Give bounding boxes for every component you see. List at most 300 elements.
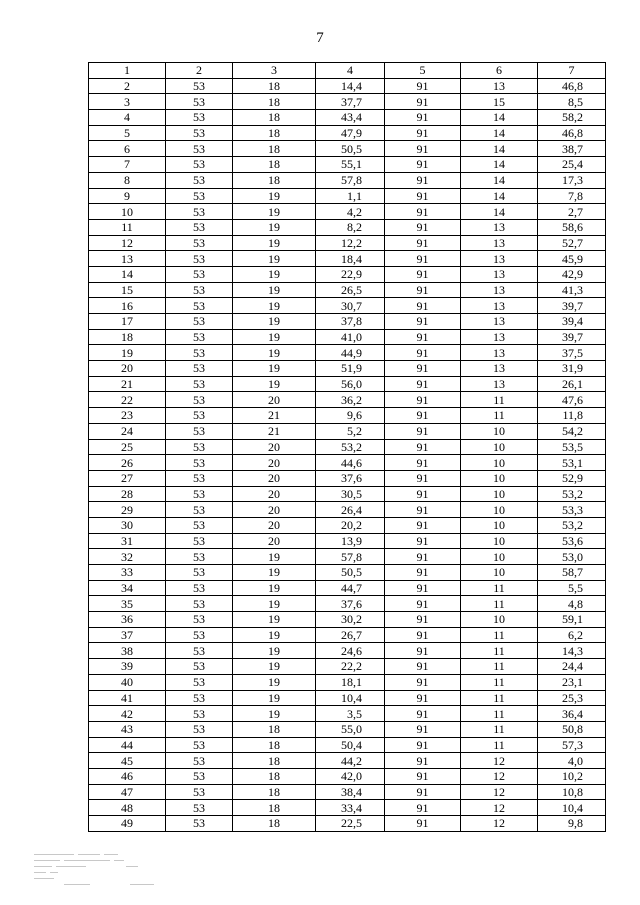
table-cell: 25 — [89, 439, 166, 455]
header-cell: 7 — [538, 63, 606, 79]
table-cell: 91 — [385, 314, 461, 330]
table-cell: 34 — [89, 580, 166, 596]
table-cell: 46 — [89, 768, 166, 784]
table-cell: 4,2 — [316, 204, 385, 220]
table-cell: 44,2 — [316, 753, 385, 769]
table-cell: 45,9 — [538, 251, 606, 267]
table-cell: 91 — [385, 690, 461, 706]
table-cell: 13 — [461, 235, 538, 251]
table-cell: 18,1 — [316, 674, 385, 690]
table-cell: 91 — [385, 517, 461, 533]
table-cell: 18 — [233, 78, 316, 94]
table-cell: 12 — [461, 816, 538, 832]
table-cell: 44,6 — [316, 455, 385, 471]
table-cell: 27 — [89, 470, 166, 486]
table-cell: 20 — [233, 517, 316, 533]
table-cell: 14,4 — [316, 78, 385, 94]
table-cell: 13 — [461, 282, 538, 298]
table-cell: 53 — [166, 706, 233, 722]
table-cell: 53 — [166, 659, 233, 675]
table-cell: 14 — [461, 141, 538, 157]
table-cell: 53 — [166, 674, 233, 690]
table-cell: 48 — [89, 800, 166, 816]
table-cell: 53 — [166, 643, 233, 659]
table-row — [89, 78, 606, 94]
table-cell: 43,4 — [316, 110, 385, 126]
table-cell: 91 — [385, 549, 461, 565]
table-cell: 52,7 — [538, 235, 606, 251]
table-cell: 53 — [166, 690, 233, 706]
table-cell: 91 — [385, 141, 461, 157]
table-cell: 19 — [233, 612, 316, 628]
table-cell: 13 — [461, 78, 538, 94]
table-cell: 11 — [461, 596, 538, 612]
table-cell: 91 — [385, 376, 461, 392]
table-cell: 20 — [89, 361, 166, 377]
table-cell: 11 — [461, 737, 538, 753]
table-cell: 53 — [166, 565, 233, 581]
table-cell: 91 — [385, 157, 461, 173]
table-cell: 46,8 — [538, 125, 606, 141]
table-cell: 53 — [166, 188, 233, 204]
table-cell: 10 — [461, 439, 538, 455]
table-cell: 17,3 — [538, 172, 606, 188]
table-row — [89, 392, 606, 408]
table-cell: 50,5 — [316, 141, 385, 157]
table-cell: 52,9 — [538, 470, 606, 486]
table-row — [89, 549, 606, 565]
coordinates-table — [88, 62, 606, 832]
table-cell: 44,9 — [316, 345, 385, 361]
table-cell: 56,0 — [316, 376, 385, 392]
table-cell: 33,4 — [316, 800, 385, 816]
table-cell: 11 — [461, 408, 538, 424]
table-cell: 14 — [89, 266, 166, 282]
table-cell: 53 — [166, 721, 233, 737]
table-row — [89, 125, 606, 141]
table-cell: 20,2 — [316, 517, 385, 533]
table-cell: 53 — [166, 768, 233, 784]
table-cell: 19 — [233, 361, 316, 377]
table-cell: 2 — [89, 78, 166, 94]
table-cell: 53,2 — [538, 486, 606, 502]
table-cell: 44 — [89, 737, 166, 753]
table-cell: 53 — [166, 361, 233, 377]
table-cell: 37,7 — [316, 94, 385, 110]
table-row — [89, 596, 606, 612]
table-row — [89, 376, 606, 392]
header-cell: 3 — [233, 63, 316, 79]
table-cell: 4,8 — [538, 596, 606, 612]
table-cell: 50,4 — [316, 737, 385, 753]
table-cell: 37,6 — [316, 596, 385, 612]
table-cell: 18 — [233, 768, 316, 784]
header-cell: 2 — [166, 63, 233, 79]
table-cell: 2,7 — [538, 204, 606, 220]
table-cell: 19 — [233, 251, 316, 267]
table-cell: 19 — [233, 219, 316, 235]
table-cell: 53 — [166, 251, 233, 267]
table-cell: 43 — [89, 721, 166, 737]
table-cell: 36,2 — [316, 392, 385, 408]
table-cell: 19 — [233, 565, 316, 581]
table-cell: 25,3 — [538, 690, 606, 706]
table-cell: 91 — [385, 643, 461, 659]
table-cell: 10 — [461, 486, 538, 502]
table-row — [89, 784, 606, 800]
table-cell: 8,5 — [538, 94, 606, 110]
table-cell: 53 — [166, 204, 233, 220]
table-cell: 19 — [233, 314, 316, 330]
table-cell: 18 — [233, 737, 316, 753]
table-cell: 91 — [385, 329, 461, 345]
table-cell: 12,2 — [316, 235, 385, 251]
table-cell: 91 — [385, 784, 461, 800]
table-cell: 57,3 — [538, 737, 606, 753]
table-row — [89, 706, 606, 722]
table-cell: 20 — [233, 392, 316, 408]
table-cell: 5,5 — [538, 580, 606, 596]
table-row — [89, 502, 606, 518]
table-cell: 53 — [166, 423, 233, 439]
table-cell: 91 — [385, 266, 461, 282]
table-cell: 11 — [461, 627, 538, 643]
table-cell: 18 — [233, 721, 316, 737]
table-cell: 91 — [385, 408, 461, 424]
table-cell: 19 — [233, 235, 316, 251]
table-cell: 3 — [89, 94, 166, 110]
table-cell: 24,6 — [316, 643, 385, 659]
table-cell: 91 — [385, 392, 461, 408]
table-cell: 91 — [385, 345, 461, 361]
table-row — [89, 408, 606, 424]
table-cell: 4,0 — [538, 753, 606, 769]
table-cell: 10 — [461, 549, 538, 565]
table-cell: 19 — [89, 345, 166, 361]
table-cell: 3,5 — [316, 706, 385, 722]
table-cell: 9 — [89, 188, 166, 204]
table-cell: 91 — [385, 721, 461, 737]
table-cell: 18 — [233, 800, 316, 816]
table-cell: 91 — [385, 251, 461, 267]
table-cell: 91 — [385, 78, 461, 94]
table-cell: 91 — [385, 423, 461, 439]
table-row — [89, 110, 606, 126]
table-row — [89, 282, 606, 298]
table-cell: 91 — [385, 565, 461, 581]
table-row — [89, 423, 606, 439]
table-cell: 91 — [385, 737, 461, 753]
table-cell: 91 — [385, 753, 461, 769]
table-cell: 19 — [233, 627, 316, 643]
table-cell: 30,5 — [316, 486, 385, 502]
table-cell: 53 — [166, 784, 233, 800]
table-cell: 19 — [233, 643, 316, 659]
table-cell: 28 — [89, 486, 166, 502]
table-cell: 53 — [166, 329, 233, 345]
page-number: 7 — [316, 30, 324, 46]
table-cell: 40 — [89, 674, 166, 690]
table-cell: 91 — [385, 282, 461, 298]
table-cell: 55,0 — [316, 721, 385, 737]
table-cell: 47 — [89, 784, 166, 800]
table-cell: 11 — [461, 674, 538, 690]
table-cell: 53 — [166, 345, 233, 361]
table-cell: 41,3 — [538, 282, 606, 298]
table-cell: 26 — [89, 455, 166, 471]
table-cell: 30,2 — [316, 612, 385, 628]
table-cell: 37,8 — [316, 314, 385, 330]
table-row — [89, 580, 606, 596]
table-row — [89, 674, 606, 690]
table-cell: 30,7 — [316, 298, 385, 314]
table-cell: 53 — [166, 549, 233, 565]
table-cell: 24,4 — [538, 659, 606, 675]
table-cell: 37,5 — [538, 345, 606, 361]
table-cell: 20 — [233, 533, 316, 549]
table-cell: 22,2 — [316, 659, 385, 675]
table-row — [89, 643, 606, 659]
table-cell: 53 — [166, 157, 233, 173]
table-cell: 91 — [385, 800, 461, 816]
table-cell: 8,2 — [316, 219, 385, 235]
table-row — [89, 470, 606, 486]
table-cell: 19 — [233, 188, 316, 204]
table-cell: 53 — [166, 141, 233, 157]
table-cell: 53 — [166, 235, 233, 251]
table-cell: 91 — [385, 533, 461, 549]
table-cell: 26,7 — [316, 627, 385, 643]
table-cell: 53 — [166, 596, 233, 612]
table-cell: 25,4 — [538, 157, 606, 173]
table-cell: 53,0 — [538, 549, 606, 565]
table-row — [89, 737, 606, 753]
table-cell: 11 — [461, 392, 538, 408]
table-cell: 91 — [385, 470, 461, 486]
table-cell: 17 — [89, 314, 166, 330]
table-cell: 18,4 — [316, 251, 385, 267]
table-cell: 19 — [233, 580, 316, 596]
table-cell: 91 — [385, 361, 461, 377]
table-row — [89, 188, 606, 204]
table-cell: 54,2 — [538, 423, 606, 439]
table-cell: 20 — [233, 470, 316, 486]
table-cell: 10 — [461, 533, 538, 549]
table-cell: 91 — [385, 674, 461, 690]
table-row — [89, 800, 606, 816]
header-cell: 5 — [385, 63, 461, 79]
table-cell: 20 — [233, 455, 316, 471]
table-cell: 10 — [461, 423, 538, 439]
table-cell: 14 — [461, 125, 538, 141]
table-row — [89, 565, 606, 581]
table-cell: 18 — [233, 172, 316, 188]
table-cell: 10 — [461, 612, 538, 628]
table-cell: 31 — [89, 533, 166, 549]
table-cell: 32 — [89, 549, 166, 565]
table-row — [89, 298, 606, 314]
table-cell: 23 — [89, 408, 166, 424]
table-cell: 91 — [385, 110, 461, 126]
table-cell: 53 — [166, 94, 233, 110]
header-cell: 1 — [89, 63, 166, 79]
table-cell: 13 — [461, 345, 538, 361]
table-row — [89, 314, 606, 330]
table-row — [89, 204, 606, 220]
table-cell: 14 — [461, 110, 538, 126]
table-cell: 91 — [385, 455, 461, 471]
table-cell: 21 — [233, 408, 316, 424]
table-cell: 10 — [461, 470, 538, 486]
table-cell: 12 — [89, 235, 166, 251]
table-cell: 58,2 — [538, 110, 606, 126]
table-cell: 58,7 — [538, 565, 606, 581]
table-cell: 53 — [166, 314, 233, 330]
table-cell: 10,8 — [538, 784, 606, 800]
table-row — [89, 486, 606, 502]
table-row — [89, 157, 606, 173]
table-cell: 29 — [89, 502, 166, 518]
table-cell: 18 — [233, 94, 316, 110]
table-cell: 18 — [233, 784, 316, 800]
table-cell: 14 — [461, 188, 538, 204]
table-cell: 53 — [166, 172, 233, 188]
table-cell: 53 — [166, 517, 233, 533]
table-cell: 11 — [461, 580, 538, 596]
table-cell: 19 — [233, 674, 316, 690]
table-row — [89, 768, 606, 784]
header-cell: 6 — [461, 63, 538, 79]
table-cell: 39 — [89, 659, 166, 675]
table-cell: 53 — [166, 800, 233, 816]
table-cell: 13 — [461, 219, 538, 235]
table-cell: 23,1 — [538, 674, 606, 690]
table-cell: 4 — [89, 110, 166, 126]
table-cell: 46,8 — [538, 78, 606, 94]
table-cell: 15 — [461, 94, 538, 110]
table-cell: 91 — [385, 486, 461, 502]
table-cell: 19 — [233, 282, 316, 298]
table-cell: 13 — [461, 266, 538, 282]
table-cell: 91 — [385, 235, 461, 251]
table-cell: 45 — [89, 753, 166, 769]
table-row — [89, 659, 606, 675]
table-cell: 14,3 — [538, 643, 606, 659]
table-cell: 49 — [89, 816, 166, 832]
table-row — [89, 266, 606, 282]
table-cell: 1,1 — [316, 188, 385, 204]
table-cell: 19 — [233, 690, 316, 706]
table-cell: 51,9 — [316, 361, 385, 377]
table-cell: 38 — [89, 643, 166, 659]
table-cell: 53 — [166, 470, 233, 486]
table-cell: 53 — [166, 78, 233, 94]
table-cell: 53,2 — [316, 439, 385, 455]
table-cell: 53 — [166, 816, 233, 832]
table-cell: 19 — [233, 376, 316, 392]
table-cell: 22,5 — [316, 816, 385, 832]
table-cell: 8 — [89, 172, 166, 188]
table-row — [89, 455, 606, 471]
table-cell: 18 — [233, 110, 316, 126]
table-cell: 9,8 — [538, 816, 606, 832]
table-cell: 11 — [461, 706, 538, 722]
table-cell: 19 — [233, 706, 316, 722]
table-cell: 91 — [385, 596, 461, 612]
table-cell: 42,9 — [538, 266, 606, 282]
table-cell: 53 — [166, 439, 233, 455]
table-cell: 20 — [233, 439, 316, 455]
table-cell: 19 — [233, 549, 316, 565]
table-cell: 19 — [233, 596, 316, 612]
table-row — [89, 627, 606, 643]
table-cell: 58,6 — [538, 219, 606, 235]
table-row — [89, 439, 606, 455]
table-cell: 22 — [89, 392, 166, 408]
table-cell: 13 — [461, 251, 538, 267]
table-cell: 53 — [166, 753, 233, 769]
table-cell: 10 — [461, 517, 538, 533]
table-cell: 53,3 — [538, 502, 606, 518]
table-cell: 7,8 — [538, 188, 606, 204]
table-cell: 19 — [233, 329, 316, 345]
table-cell: 91 — [385, 659, 461, 675]
table-cell: 18 — [233, 125, 316, 141]
table-cell: 18 — [233, 816, 316, 832]
table-cell: 57,8 — [316, 549, 385, 565]
header-cell: 4 — [316, 63, 385, 79]
table-cell: 14 — [461, 204, 538, 220]
table-cell: 10 — [461, 455, 538, 471]
table-cell: 24 — [89, 423, 166, 439]
table-cell: 12 — [461, 753, 538, 769]
table-cell: 39,7 — [538, 329, 606, 345]
table-cell: 6,2 — [538, 627, 606, 643]
table-cell: 53 — [166, 486, 233, 502]
table-cell: 53,1 — [538, 455, 606, 471]
table-cell: 33 — [89, 565, 166, 581]
table-cell: 38,4 — [316, 784, 385, 800]
table-cell: 21 — [89, 376, 166, 392]
table-cell: 18 — [233, 753, 316, 769]
table-cell: 53 — [166, 737, 233, 753]
table-row — [89, 94, 606, 110]
table-cell: 37,6 — [316, 470, 385, 486]
table-cell: 53 — [166, 502, 233, 518]
table-row — [89, 219, 606, 235]
table-cell: 42 — [89, 706, 166, 722]
table-cell: 5,2 — [316, 423, 385, 439]
table-cell: 53 — [166, 533, 233, 549]
table-cell: 53 — [166, 392, 233, 408]
table-cell: 41 — [89, 690, 166, 706]
table-cell: 47,9 — [316, 125, 385, 141]
table-cell: 11 — [89, 219, 166, 235]
table-cell: 31,9 — [538, 361, 606, 377]
table-cell: 21 — [233, 423, 316, 439]
table-cell: 13 — [461, 298, 538, 314]
table-cell: 53 — [166, 408, 233, 424]
table-cell: 12 — [461, 800, 538, 816]
table-cell: 14 — [461, 157, 538, 173]
table-cell: 91 — [385, 706, 461, 722]
table-cell: 91 — [385, 125, 461, 141]
table-cell: 10,4 — [316, 690, 385, 706]
table-row — [89, 235, 606, 251]
table-cell: 53 — [166, 455, 233, 471]
table-row — [89, 172, 606, 188]
table-cell: 13 — [461, 361, 538, 377]
